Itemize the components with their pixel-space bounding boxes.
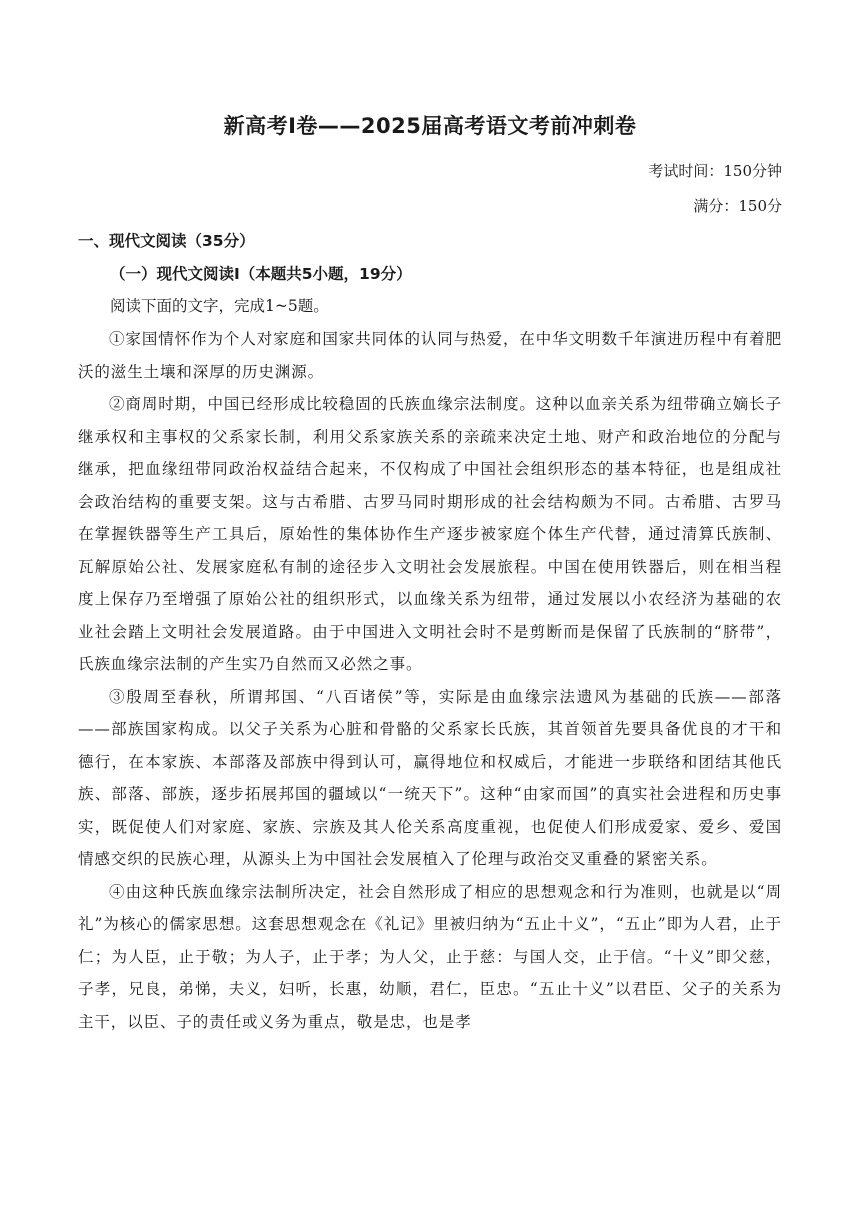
full-score: 满分：150分 [693, 197, 782, 215]
exam-title: 新高考Ⅰ卷——2025届高考语文考前冲刺卷 [223, 114, 637, 138]
exam-time: 考试时间：150分钟 [648, 162, 782, 180]
paragraph-1: ①家国情怀作为个人对家庭和国家共同体的认同与热爱，在中华文明数千年演进历程中有着肥沃的滋生土壤和深厚的历史渊源。 [78, 330, 782, 381]
subsection-heading: （一）现代文阅读Ⅰ（本题共5小题，19分） [110, 265, 412, 283]
section-heading: 一、现代文阅读（35分） [78, 232, 255, 250]
paragraph-3: ③殷周至春秋，所谓邦国、“八百诸侯”等，实际是由血缘宗法遗风为基础的氏族——部落——部族国家构成。以父子关系为心脏和骨骼的父系家长氏族，其首领首先要具备优良的才干和德行，在本家族、本部落及部族中得到认可，赢得地位和权威后，才能进一步联络和团结其他氏族、部落、部族，逐步拓展邦国的疆域以“一统天下”。这种“由家而国”的真实社会进程和历史事实，既促使人们对家庭、家族、宗族及其人伦关系高度重视，也促使人们形成爱家、爱乡、爱国情感交织的民族心理，从源头上为中国社会发展植入了伦理与政治交叉重叠的紧密关系。 [78, 687, 782, 868]
paragraph-4: ④由这种氏族血缘宗法制所决定，社会自然形成了相应的思想观念和行为准则，也就是以“周礼”为核心的儒家思想。这套思想观念在《礼记》里被归纳为“五止十义”，“五止”即为人君，止于仁；为人臣，止于敬；为人子，止于孝；为人父，止于慈：与国人交，止于信。“十义”即父慈，子孝，兄良，弟悌，夫义，妇听，长惠，幼顺，君仁，臣忠。“五止十义”以君臣、父子的关系为主干，以臣、子的责任或义务为重点，敬是忠，也是孝 [78, 882, 782, 1031]
reading-instruction: 阅读下面的文字，完成1~5题。 [110, 297, 329, 315]
reading-passage [78, 323, 782, 1038]
paragraph-2: ②商周时期，中国已经形成比较稳固的氏族血缘宗法制度。这种以血亲关系为纽带确立嫡长子继承权和主事权的父系家长制，利用父系家族关系的亲疏来决定土地、财产和政治地位的分配与继承，把血缘纽带同政治权益结合起来，不仅构成了中国社会组织形态的基本特征，也是组成社会政治结构的重要支架。这与古希腊、古罗马同时期形成的社会结构颇为不同。古希腊、古罗马在掌握铁器等生产工具后，原始性的集体协作生产逐步被家庭个体生产代替，通过清算氏族制、瓦解原始公社、发展家庭私有制的途径步入文明社会发展旅程。中国在使用铁器后，则在相当程度上保存乃至增强了原始公社的组织形式，以血缘关系为纽带，通过发展以小农经济为基础的农业社会踏上文明社会发展道路。由于中国进入文明社会时不是剪断而是保留了氏族制的“脐带”，氏族血缘宗法制的产生实乃自然而又必然之事。 [78, 395, 782, 673]
